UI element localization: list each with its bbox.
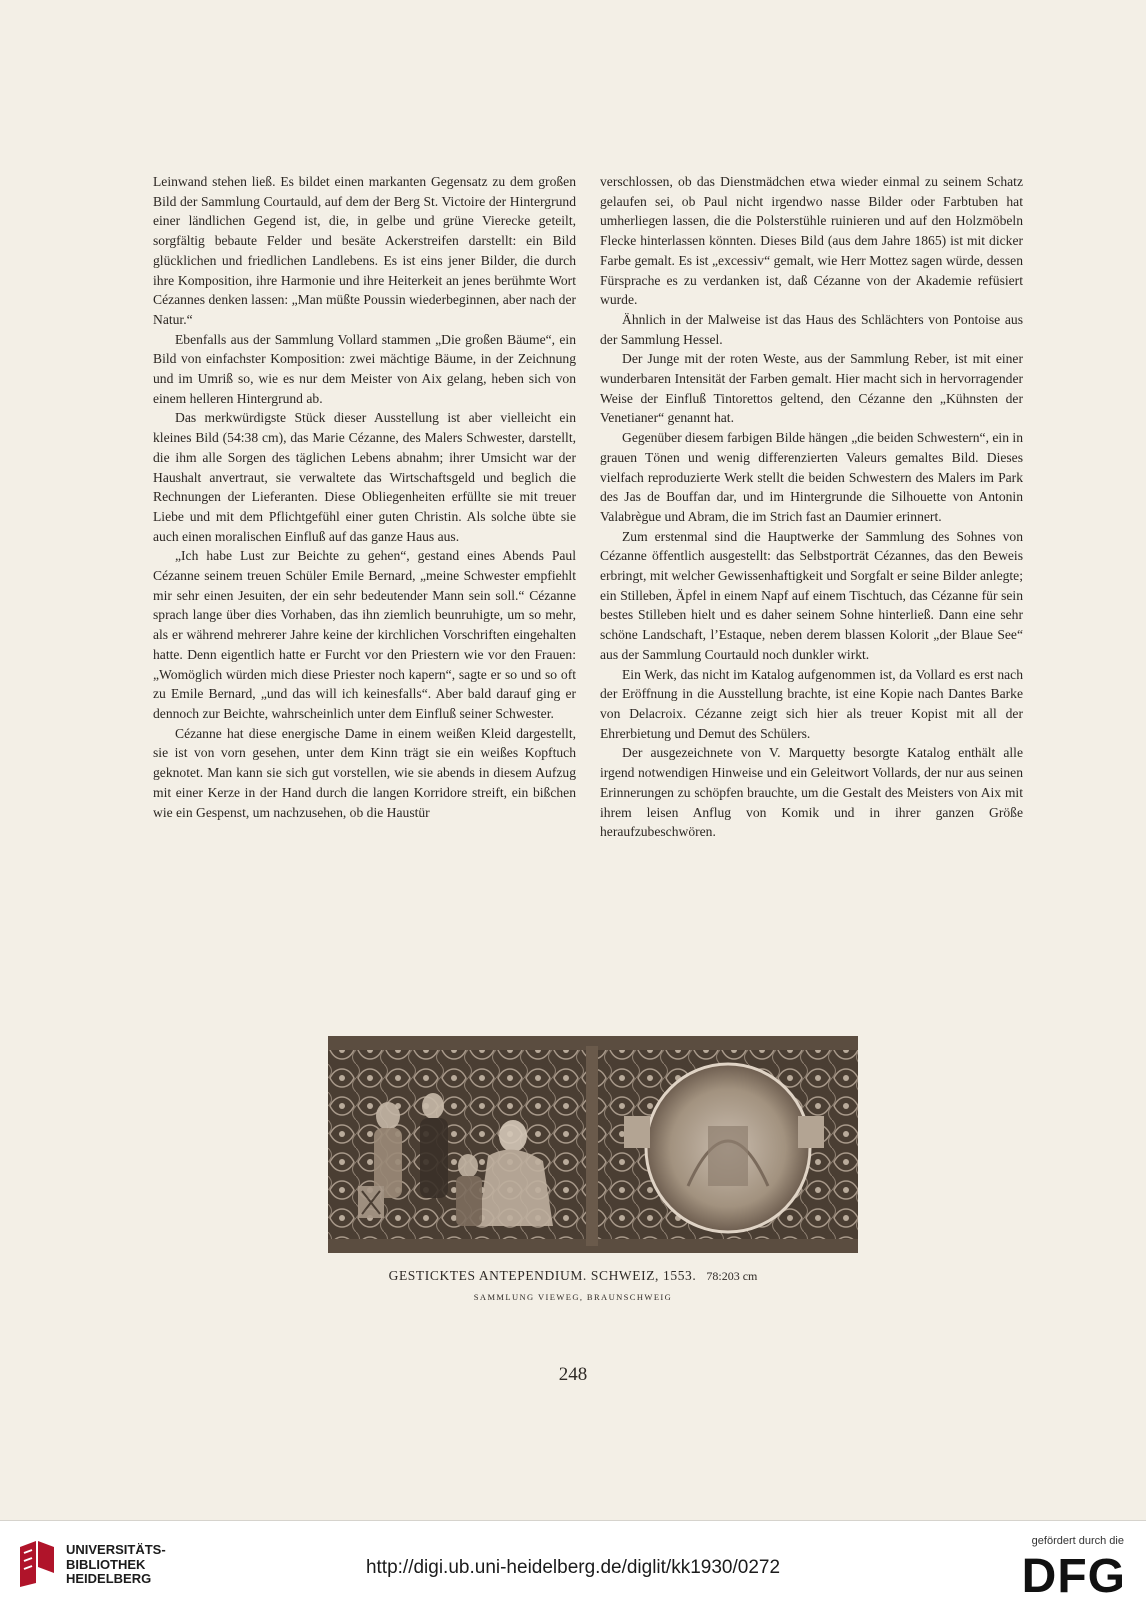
paragraph: Der ausgezeichnete von V. Marquetty besorgte Katalog enthält alle irgend notwendigen Hinweise und ein Geleitwort Vollards, der nur aus seinen Erinnerungen zu schöpfen brauchte, um die Gestalt des Meisters von Aix mit ihrem leisen Anflug von Komik und in ihrer ganzen Größe heraufzubeschwören.: [600, 745, 1023, 840]
permalink-url[interactable]: http://digi.ub.uni-heidelberg.de/diglit/kk1930/0272: [365, 1557, 781, 1578]
text-column-left: [153, 172, 576, 822]
funding-label: gefördert durch die: [1031, 1535, 1124, 1547]
paragraph: Zum erstenmal sind die Hauptwerke der Sammlung des Sohnes von Cézanne öffentlich ausgestellt: das Selbstporträt Cézannes, das den Beweis erbringt, mit welcher Gewissenhaftigkeit und Sorgfalt er seine Bilder anlegte; ein Stilleben, Äpfel in einem Napf auf einem Tischtuch, das Cézanne für sein bestes Stilleben hielt und es daher seinem Sohne hinterließ. Dann eine sehr schöne Landschaft, l’Estaque, neben derem blassen Kolorit „der Blaue See“ aus der Sammlung Courtauld noch dunkler wirkt.: [600, 528, 1023, 662]
library-name-line: HEIDELBERG: [66, 1571, 152, 1586]
library-name-line: UNIVERSITÄTS-: [66, 1542, 166, 1557]
paragraph: Leinwand stehen ließ. Es bildet einen markanten Gegensatz zu dem großen Bild der Sammlung Courtauld, auf dem der Berg St. Victoire der Hintergrund einer ländlichen Gegend ist, die, in gelbe und grüne Vierecke geteilt, sorgfältig bebaute Felder und besäte Ackerstreifen darstellt: ein Bild glücklichen und friedlichen Landlebens. Es ist eins jener Bilder, die durch ihre Komposition, ihre Harmonie und ihre Heiterkeit an jenes berühmte Wort Cézannes denken lassen: „Man müßte Poussin wiederbeginnen, aber nach der Natur.“: [153, 174, 576, 327]
paragraph: Das merkwürdigste Stück dieser Ausstellung ist aber vielleicht ein kleines Bild (54:38 cm), das Marie Cézanne, des Malers Schwester, darstellt, die ihm alle Sorgen des täglichen Lebens abnahm; ihrer Umsicht war der Haushalt anvertraut, sie verwaltete das Wirtschaftsgeld und beglich die Rechnungen der Lieferanten. Diese Obliegenheiten erfüllte sie mit treuer Liebe und mit dem Pflichtgefühl einer guten Christin. Als solche übte sie auch einen moralischen Einfluß auf das ganze Haus aus.: [153, 410, 576, 544]
figure-caption: [0, 1268, 1146, 1284]
paragraph: Ebenfalls aus der Sammlung Vollard stammen „Die großen Bäume“, ein Bild von einfachster Komposition: zwei mächtige Bäume, in der Zeichnung und im Umriß so, wie es nur dem Meister von Aix gelang, heben sich von einem helleren Hintergrund ab.: [153, 331, 576, 406]
text-column-right: [600, 172, 1023, 842]
paragraph: Cézanne hat diese energische Dame in einem weißen Kleid dargestellt, sie ist von vorn gesehen, unter dem Kinn trägt sie ein weißes Kopftuch geknotet. Man kann sie sich gut vorstellen, wie sie abends in diesem Aufzug mit einer Kerze in der Hand durch die langen Korridore streift, ein bißchen wie ein Gespenst, um nachzusehen, ob die Haustür: [153, 725, 576, 820]
paragraph: verschlossen, ob das Dienstmädchen etwa wieder einmal zu seinem Schatz gelaufen sei, ob Paul nicht irgendwo nasse Bilder oder Farbtuben hat umherliegen lassen, die die Polsterstühle ruinieren und auf den Holzmöbeln Flecke hinterlassen könnten. Dieses Bild (aus dem Jahre 1865) ist mit dicker Farbe gemalt. Es ist „excessiv“ gemalt, wie Herr Mottez sagen würde, dessen Fürsprache es zu verdanken ist, daß Cézanne von der Akademie refüsiert wurde.: [600, 174, 1023, 308]
embroidered-antependium-image: [328, 1036, 858, 1253]
caption-title: GESTICKTES ANTEPENDIUM. SCHWEIZ, 1553.: [388, 1268, 697, 1283]
figure-credit: SAMMLUNG VIEWEG, BRAUNSCHWEIG: [473, 1292, 673, 1302]
dfg-logo[interactable]: DFG: [1021, 1550, 1126, 1603]
footer-bar: [0, 1520, 1146, 1609]
paragraph: Ein Werk, das nicht im Katalog aufgenommen ist, da Vollard es erst nach der Eröffnung in die Ausstellung brachte, ist eine Kopie nach Dantes Barke von Delacroix. Cézanne zeigt sich hier als treuer Kopist mit all der Ehrerbietung und Demut des Schülers.: [600, 666, 1023, 741]
paragraph: Ähnlich in der Malweise ist das Haus des Schlächters von Pontoise aus der Sammlung Hessel.: [600, 311, 1023, 347]
page-number: 248: [558, 1364, 588, 1385]
paragraph: „Ich habe Lust zur Beichte zu gehen“, gestand eines Abends Paul Cézanne seinem treuen Schüler Emile Bernard, „meine Schwester empfiehlt mir sehr einen Jesuiten, der ein sehr bedeutender Mann sein soll.“ Cézanne sprach lange über dies Vorhaben, das ihn ziemlich beunruhigte, um so mehr, als er während mehrerer Jahre keine der kirchlichen Vorschriften eingehalten hatte. Denn eigentlich hatte er Furcht vor den Priestern wie vor den Frauen: „Womöglich würden mich diese Priester noch kapern“, sagte er so und so oft zu Emile Bernard, „und das will ich keinesfalls“. Aber bald darauf ging er dennoch zur Beichte, wahrscheinlich unter dem Einfluß seiner Schwester.: [153, 548, 576, 721]
caption-dimensions: 78:203 cm: [706, 1269, 758, 1283]
paragraph: Gegenüber diesem farbigen Bilde hängen „die beiden Schwestern“, ein in grauen Tönen und wenig differenzierten Valeurs gemaltes Bild. Dieses vielfach reproduzierte Werk stellt die beiden Schwestern des Malers im Park des Jas de Bouffan dar, und im Hintergrunde die Silhouette von Antonin Valabrègue und Abram, die im Strich fast an Daumier erinnert.: [600, 430, 1023, 524]
paragraph: Der Junge mit der roten Weste, aus der Sammlung Reber, ist mit einer wunderbaren Intensität der Farben gemalt. Hier macht sich in hervorragender Weise der Einfluß Tintorettos geltend, den Cézanne den „Kühnsten der Venetianer“ genannt hat.: [600, 351, 1023, 426]
library-name-line: BIBLIOTHEK: [66, 1556, 146, 1572]
